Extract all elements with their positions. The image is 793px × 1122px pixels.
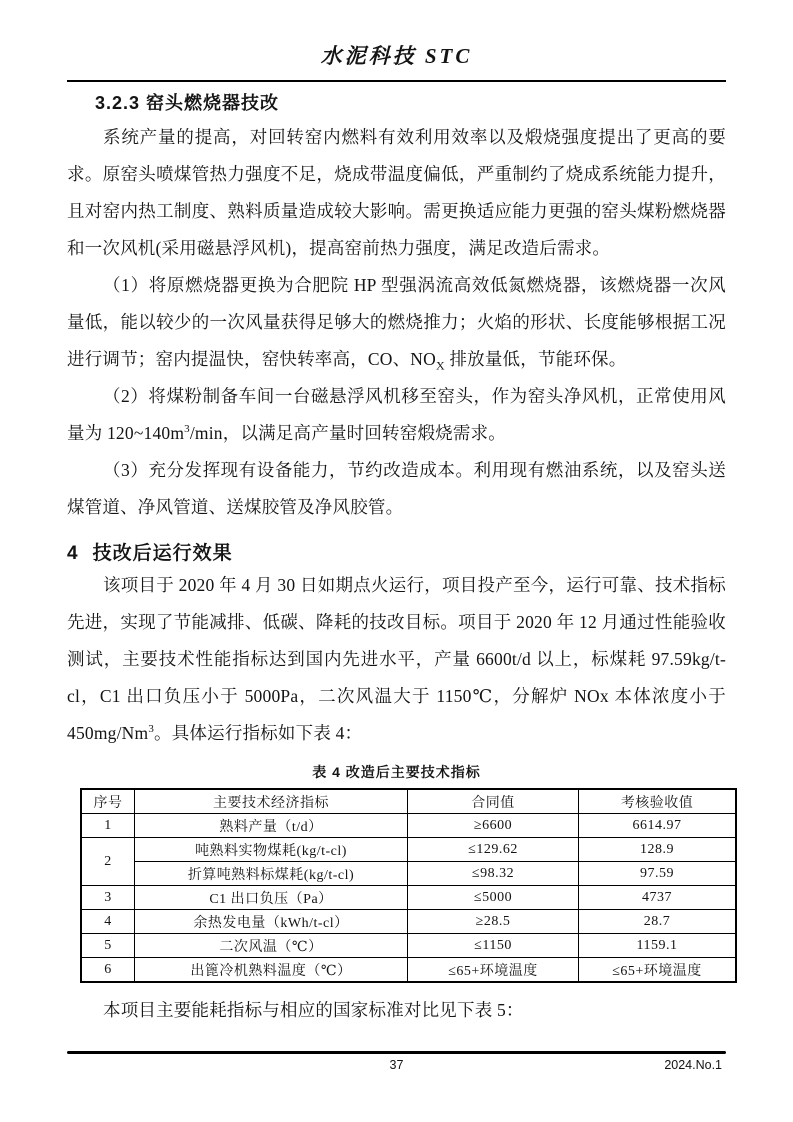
cell-accept: 128.9 xyxy=(579,838,737,862)
section-4-title: 技改后运行效果 xyxy=(92,543,233,564)
section-4-number: 4 xyxy=(67,543,79,564)
cell-accept: ≤65+环境温度 xyxy=(579,958,737,983)
cell-accept: 6614.97 xyxy=(579,814,737,838)
cell-contract: ≤5000 xyxy=(408,886,579,910)
heading-section-4 xyxy=(67,538,726,565)
cell-accept: 28.7 xyxy=(579,910,737,934)
cell-contract: ≤65+环境温度 xyxy=(408,958,579,983)
item2-text-b: /min，以满足高产量时回转窑煅烧需求。 xyxy=(189,423,506,443)
cell-indicator: 余热发电量（kWh/t-cl） xyxy=(135,910,408,934)
cell-indicator: C1 出口负压（Pa） xyxy=(135,886,408,910)
table-row xyxy=(81,862,736,886)
results-superscript: 3 xyxy=(148,723,155,736)
issue-label: 2024.No.1 xyxy=(664,1058,722,1072)
results-text-b: 。具体运行指标如下表 4： xyxy=(154,723,363,743)
cell-indicator: 吨熟料实物煤耗(kg/t-cl) xyxy=(135,838,408,862)
table-header-row xyxy=(81,789,736,814)
paragraph-system-output: 系统产量的提高，对回转窑内燃料有效利用效率以及煅烧强度提出了更高的要求。原窑头喷煤管热力强度不足，烧成带温度偏低，严重制约了烧成系统能力提升，且对窑内热工制度、熟料质量造成较大影响。需更换适应能力更强的窑头煤粉燃烧器和一次风机(采用磁悬浮风机)，提高窑前热力强度，满足改造后需求。 xyxy=(67,127,726,258)
item2-superscript: 3 xyxy=(184,423,190,436)
cell-accept: 4737 xyxy=(579,886,737,910)
paragraph-item-1 xyxy=(67,267,726,378)
item1-text-a: （1）将原燃烧器更换为合肥院 HP 型强涡流高效低氮燃烧器，该燃烧器一次风量低，能以较少的一次风量获得足够大的燃烧推力；火焰的形状、长度能够根据工况进行调节；窑内提温快，窑快转率高，CO、NO xyxy=(67,275,726,369)
table-4-caption: 表 4 改造后主要技术指标 xyxy=(312,764,481,780)
table-4 xyxy=(80,788,737,983)
cell-no: 5 xyxy=(81,934,135,958)
cell-no: 6 xyxy=(81,958,135,983)
table-row xyxy=(81,886,736,910)
cell-contract: ≥28.5 xyxy=(408,910,579,934)
header-cell-no: 序号 xyxy=(81,789,135,814)
item2-text-a: （2）将煤粉制备车间一台磁悬浮风机移至窑头，作为窑头净风机，正常使用风量为 120~140m xyxy=(67,386,726,443)
journal-masthead: 水泥科技 STC xyxy=(320,44,473,68)
footer-rule xyxy=(67,1051,726,1054)
table-row xyxy=(81,910,736,934)
cell-indicator: 熟料产量（t/d） xyxy=(135,814,408,838)
cell-contract: ≥6600 xyxy=(408,814,579,838)
table-row xyxy=(81,838,736,862)
cell-contract: ≤1150 xyxy=(408,934,579,958)
cell-no: 1 xyxy=(81,814,135,838)
header-cell-indicator: 主要技术经济指标 xyxy=(135,789,408,814)
table-row xyxy=(81,934,736,958)
item1-subscript: X xyxy=(436,358,445,373)
cell-indicator: 出篦冷机熟料温度（℃） xyxy=(135,958,408,983)
table-row xyxy=(81,814,736,838)
cell-no: 4 xyxy=(81,910,135,934)
cell-no-merged: 2 xyxy=(81,838,135,886)
cell-indicator: 折算吨熟料标煤耗(kg/t-cl) xyxy=(135,862,408,886)
item1-text-b: 排放量低，节能环保。 xyxy=(444,349,627,369)
results-text-a: 该项目于 2020 年 4 月 30 日如期点火运行，项目投产至今，运行可靠、技术指标先进，实现了节能减排、低碳、降耗的技改目标。项目于 2020 年 12 月通过性能验收测试，主要技术性能指标达到国内先进水平，产量 6600t/d 以上，标煤耗 97.59kg/t-cl，C1 出口负压小于 5000Pa，二次风温大于 1150℃，分解炉 NOx 本体浓度小于 450mg/Nm xyxy=(67,575,726,743)
table-row xyxy=(81,958,736,983)
cell-accept: 97.59 xyxy=(579,862,737,886)
heading-3-2-3: 3.2.3 窑头燃烧器技改 xyxy=(95,93,280,113)
paragraph-results xyxy=(67,567,726,752)
header-rule xyxy=(67,80,726,82)
paragraph-closing: 本项目主要能耗指标与相应的国家标准对比见下表 5： xyxy=(103,1000,524,1020)
cell-no: 3 xyxy=(81,886,135,910)
cell-accept: 1159.1 xyxy=(579,934,737,958)
page-number: 37 xyxy=(389,1058,404,1072)
cell-contract: ≤98.32 xyxy=(408,862,579,886)
header-cell-accept: 考核验收值 xyxy=(579,789,737,814)
paragraph-item-3: （3）充分发挥现有设备能力，节约改造成本。利用现有燃油系统，以及窑头送煤管道、净风管道、送煤胶管及净风胶管。 xyxy=(67,460,726,517)
cell-contract: ≤129.62 xyxy=(408,838,579,862)
header-cell-contract: 合同值 xyxy=(408,789,579,814)
paragraph-item-2 xyxy=(67,378,726,452)
cell-indicator: 二次风温（℃） xyxy=(135,934,408,958)
